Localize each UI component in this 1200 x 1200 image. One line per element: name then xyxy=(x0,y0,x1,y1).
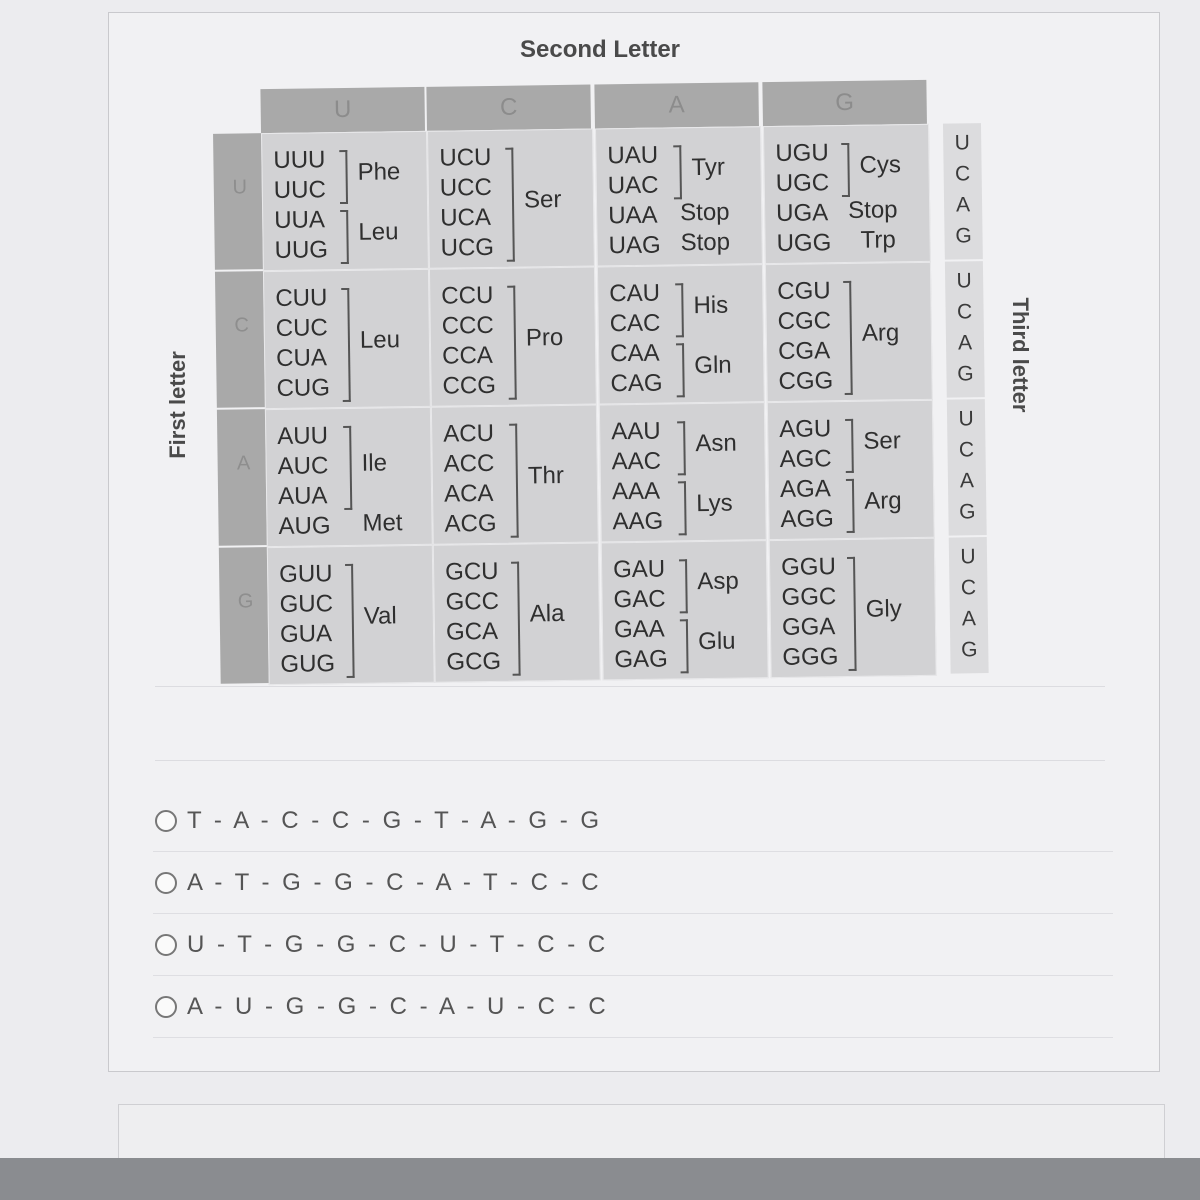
codon: CUA xyxy=(275,344,328,372)
codon: UUG xyxy=(274,236,329,264)
codon: GUA xyxy=(279,620,333,648)
codon-bracket xyxy=(511,562,521,676)
answer-option[interactable] xyxy=(155,976,609,1038)
answer-options xyxy=(155,790,609,1038)
codon: AGC xyxy=(779,445,832,473)
amino-acid-label: Ser xyxy=(523,185,562,214)
codon: UGA xyxy=(776,199,829,227)
first-letter-U: U xyxy=(213,133,267,270)
codon: CAA xyxy=(609,339,660,368)
second-letter-G: G xyxy=(762,80,927,126)
codon: UCG xyxy=(440,233,495,262)
codon-bracket xyxy=(509,424,519,538)
answer-option-label: A - U - G - G - C - A - U - C - C xyxy=(187,993,609,1020)
codon: UAC xyxy=(607,171,659,200)
amino-acid-label: Pro xyxy=(525,323,564,352)
codon-table xyxy=(200,49,1009,690)
third-letter-A: A xyxy=(961,607,977,631)
codon: ACA xyxy=(443,479,494,508)
second-letter-A: A xyxy=(594,82,759,128)
amino-acid-label: Arg xyxy=(861,319,900,347)
third-letter-G: G xyxy=(955,224,972,248)
radio-button[interactable] xyxy=(155,810,177,832)
third-letter-title: Third letter xyxy=(1008,297,1033,413)
codon: GAG xyxy=(614,645,668,674)
amino-acid-label: Leu xyxy=(358,218,399,246)
third-letter-G: G xyxy=(959,500,976,524)
amino-acid-label: Gln xyxy=(694,351,732,380)
codon-bracket xyxy=(677,421,686,475)
codon: CUG xyxy=(276,374,331,402)
answer-option-label: U - T - G - G - C - U - T - C - C xyxy=(187,931,609,958)
third-letter-U: U xyxy=(954,131,970,155)
codon: UUA xyxy=(274,206,326,234)
codon: AGU xyxy=(779,415,832,443)
amino-acid-label: Lys xyxy=(696,489,733,518)
codon: GCA xyxy=(445,617,499,646)
second-letter-U: U xyxy=(260,87,425,133)
codon: GGG xyxy=(782,643,839,671)
third-letter-A: A xyxy=(957,331,973,355)
answer-option-label: T - A - C - C - G - T - A - G - G xyxy=(187,807,603,834)
codon: CGA xyxy=(777,337,831,365)
codon: GAU xyxy=(612,555,666,584)
codon: GGC xyxy=(781,583,837,611)
codon-bracket xyxy=(339,150,348,204)
codon: UUU xyxy=(273,146,326,174)
codon: CUC xyxy=(275,314,328,342)
amino-acid-label: Tyr xyxy=(691,153,726,182)
amino-acid-label: Asn xyxy=(695,429,737,458)
amino-acid-label: Stop xyxy=(679,198,730,227)
codon: CGG xyxy=(778,367,834,395)
codon-bracket xyxy=(343,426,352,510)
codon: ACU xyxy=(443,419,495,448)
third-letter-A: A xyxy=(959,469,975,493)
codon-bracket xyxy=(680,619,689,673)
radio-button[interactable] xyxy=(155,996,177,1018)
codon: UUC xyxy=(273,176,327,204)
amino-acid-label: Asp xyxy=(697,567,739,596)
third-letter-A: A xyxy=(955,193,971,217)
answer-option[interactable] xyxy=(155,914,609,976)
amino-acid-label: Ser xyxy=(863,427,901,455)
codon-bracket xyxy=(846,479,855,533)
codon-bracket xyxy=(678,481,687,535)
codon: CUU xyxy=(275,284,328,312)
amino-acid-label: Val xyxy=(363,602,397,630)
codon: UGC xyxy=(775,169,830,197)
amino-acid-label: Stop xyxy=(847,196,898,224)
codon: CCC xyxy=(441,311,494,340)
codon: CAG xyxy=(610,369,663,398)
third-letter-G: G xyxy=(960,638,978,662)
answer-option[interactable] xyxy=(155,852,609,914)
codon: GCC xyxy=(445,587,500,616)
divider xyxy=(155,760,1105,761)
amino-acid-label: Ala xyxy=(529,599,565,628)
third-letter-U: U xyxy=(958,407,974,431)
first-letter-G: G xyxy=(219,547,273,684)
codon: GUG xyxy=(280,650,336,678)
codon-bracket xyxy=(845,419,854,473)
codon: CGU xyxy=(777,277,831,305)
third-letter-U: U xyxy=(956,269,972,293)
codon: GCU xyxy=(444,557,499,586)
codon: AAG xyxy=(612,507,664,536)
amino-acid-label: Glu xyxy=(697,627,736,656)
option-divider xyxy=(153,1037,1113,1038)
amino-acid-label: Met xyxy=(362,509,403,537)
codon-bracket xyxy=(675,283,684,337)
codon-bracket xyxy=(673,145,682,199)
codon-bracket xyxy=(507,286,517,400)
codon-bracket xyxy=(679,559,688,613)
first-letter-title: First letter xyxy=(165,351,190,459)
radio-button[interactable] xyxy=(155,934,177,956)
codon: UCA xyxy=(440,203,492,232)
codon-bracket xyxy=(345,564,355,678)
codon: UGG xyxy=(776,229,832,257)
amino-acid-label: Arg xyxy=(864,487,902,515)
radio-button[interactable] xyxy=(155,872,177,894)
codon: GGU xyxy=(780,553,836,581)
codon: UCC xyxy=(439,173,492,202)
codon: UAU xyxy=(607,141,659,170)
codon: GAA xyxy=(613,615,665,644)
codon: AGG xyxy=(780,505,834,533)
codon-bracket xyxy=(847,557,857,671)
codon: ACC xyxy=(443,449,495,478)
amino-acid-label: Ile xyxy=(361,449,388,477)
third-letter-G: G xyxy=(957,362,974,386)
codon-bracket xyxy=(841,143,850,197)
codon: CAU xyxy=(609,279,661,308)
codon-bracket xyxy=(340,210,349,264)
second-letter-title: Second Letter xyxy=(519,36,681,63)
codon: GCG xyxy=(446,647,502,676)
amino-acid-label: Thr xyxy=(527,461,565,490)
first-letter-A: A xyxy=(217,409,271,546)
amino-acid-label: Cys xyxy=(859,151,902,179)
amino-acid-label: Stop xyxy=(680,228,731,257)
codon: AUA xyxy=(277,482,328,510)
third-letter-C: C xyxy=(960,576,977,600)
third-letter-C: C xyxy=(958,438,975,462)
amino-acid-label: His xyxy=(693,291,729,320)
third-letter-C: C xyxy=(956,300,973,324)
codon: GUU xyxy=(279,560,333,588)
codon: GAC xyxy=(613,585,666,614)
codon-bracket xyxy=(843,281,853,395)
codon: GGA xyxy=(781,613,836,641)
codon: UCU xyxy=(439,143,492,172)
codon: AUG xyxy=(278,512,331,540)
codon: UAA xyxy=(608,201,658,230)
codon: UAG xyxy=(608,231,661,260)
amino-acid-label: Leu xyxy=(359,326,401,354)
answer-option[interactable] xyxy=(155,790,609,852)
codon: GUC xyxy=(279,590,334,618)
third-letter-U: U xyxy=(960,545,976,569)
codon-bracket xyxy=(505,148,515,262)
codon: UGU xyxy=(775,139,829,167)
amino-acid-label: Trp xyxy=(860,226,896,254)
second-letter-C: C xyxy=(426,85,591,131)
codon: AAC xyxy=(611,447,662,476)
third-letter-C: C xyxy=(954,162,971,186)
codon: ACG xyxy=(444,509,497,538)
codon-bracket xyxy=(676,343,685,397)
next-question-panel xyxy=(118,1104,1165,1166)
codon: CAC xyxy=(609,309,661,338)
amino-acid-label: Gly xyxy=(865,595,902,623)
codon: AUU xyxy=(277,422,329,450)
codon: CGC xyxy=(777,307,832,335)
answer-option-label: A - T - G - G - C - A - T - C - C xyxy=(187,869,602,896)
screen-bezel xyxy=(0,1158,1200,1200)
codon: AAA xyxy=(611,477,661,506)
codon: CCG xyxy=(442,371,497,400)
codon: CCA xyxy=(441,341,494,370)
codon-bracket xyxy=(341,288,351,402)
first-letter-C: C xyxy=(215,271,269,408)
amino-acid-label: Phe xyxy=(357,158,401,186)
codon: CCU xyxy=(441,281,494,310)
codon: AGA xyxy=(779,475,831,503)
codon: AAU xyxy=(611,417,661,446)
codon: AUC xyxy=(277,452,329,480)
